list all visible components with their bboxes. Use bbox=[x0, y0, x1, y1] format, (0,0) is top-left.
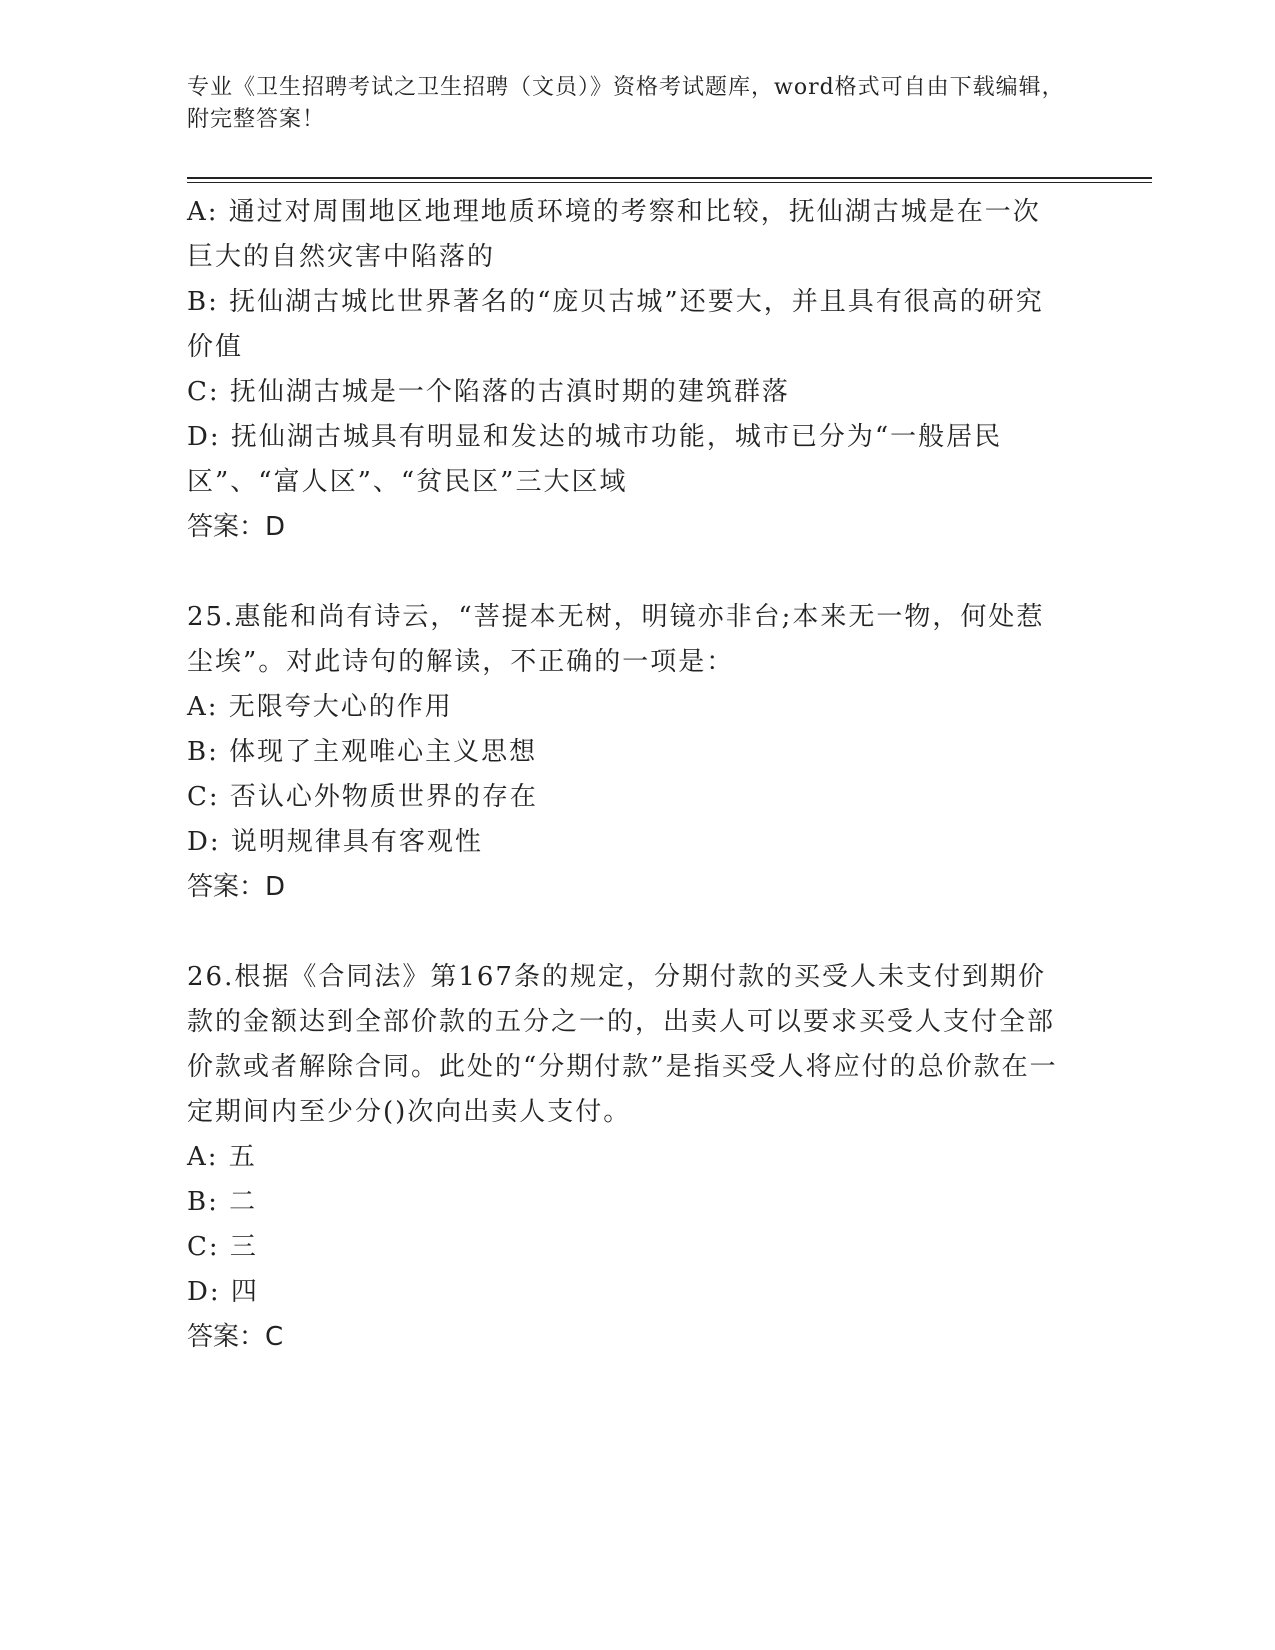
answer: 答案：D bbox=[187, 512, 286, 542]
option-d: D: 四 bbox=[187, 1277, 259, 1307]
option-a: A: 通过对周围地区地理地质环境的考察和比较，抚仙湖古城是在一次巨大的自然灾害中陷落的 bbox=[187, 197, 1041, 272]
question-26 bbox=[187, 955, 1067, 1360]
option-b: B: 二 bbox=[187, 1187, 258, 1217]
question-stem: 25.惠能和尚有诗云，“菩提本无树，明镜亦非台;本来无一物，何处惹尘埃”。对此诗句的解读，不正确的一项是： bbox=[187, 602, 1045, 677]
question-stem: 26.根据《合同法》第167条的规定，分期付款的买受人未支付到期价款的金额达到全部价款的五分之一的，出卖人可以要求买受人支付全部价款或者解除合同。此处的“分期付款”是指买受人将应付的总价款在一定期间内至少分()次向出卖人支付。 bbox=[187, 962, 1058, 1127]
option-b: B: 抚仙湖古城比世界著名的“庞贝古城”还要大，并且具有很高的研究价值 bbox=[187, 287, 1044, 362]
answer: 答案：C bbox=[187, 1322, 284, 1352]
question-list bbox=[187, 190, 1067, 1360]
header-divider-thin bbox=[187, 182, 1152, 183]
option-d: D: 抚仙湖古城具有明显和发达的城市功能，城市已分为“一般居民区”、“富人区”、“贫民区”三大区域 bbox=[187, 422, 1003, 497]
option-a: A: 无限夸大心的作用 bbox=[187, 692, 453, 722]
option-d: D: 说明规律具有客观性 bbox=[187, 827, 483, 857]
document-header: 专业《卫生招聘考试之卫生招聘（文员）》资格考试题库，word格式可自由下载编辑，附完整答案！ bbox=[187, 75, 1065, 132]
question-25 bbox=[187, 595, 1067, 910]
option-c: C: 三 bbox=[187, 1232, 258, 1262]
question-24-continued bbox=[187, 190, 1067, 550]
option-a: A: 五 bbox=[187, 1142, 257, 1172]
option-c: C: 抚仙湖古城是一个陷落的古滇时期的建筑群落 bbox=[187, 377, 790, 407]
answer: 答案：D bbox=[187, 872, 286, 902]
option-c: C: 否认心外物质世界的存在 bbox=[187, 782, 538, 812]
option-b: B: 体现了主观唯心主义思想 bbox=[187, 737, 538, 767]
header-divider-thick bbox=[187, 177, 1152, 179]
